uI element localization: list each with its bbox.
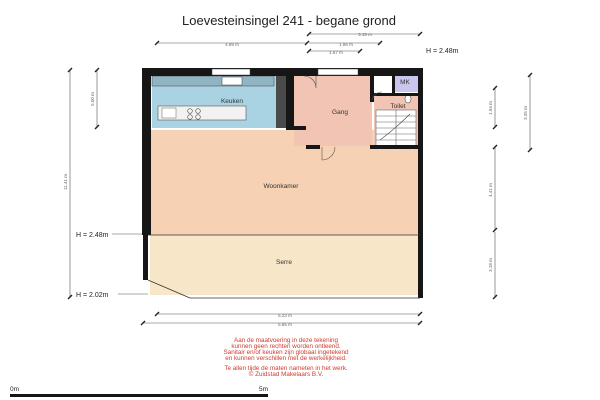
room-label-serre: Serre: [276, 259, 292, 266]
disclaimer-line: kunnen geen rechten worden ontleend.: [231, 343, 341, 350]
dim-top-1: 4.89 m: [225, 42, 239, 47]
dim-right-3: 4.41 m: [488, 183, 493, 197]
room-label-hall: Gang: [332, 109, 348, 116]
scale-start-label: 0m: [10, 386, 20, 393]
dim-left-1: 5.00 m: [90, 92, 95, 106]
dim-top-4: 1.67 m: [329, 50, 343, 55]
room-label-kitchen: Keuken: [220, 98, 244, 105]
window-hall: [318, 69, 358, 75]
disclaimer-line: Aan de maatvoering in deze tekening: [234, 337, 338, 344]
dim-right-2: 3.35 m: [523, 106, 528, 120]
top-dimensions: [155, 32, 422, 55]
dim-right-4: 3.18 m: [488, 258, 493, 272]
dim-right-1: 1.94 m: [488, 101, 493, 115]
window-kitchen: [212, 69, 250, 75]
scale-end-label: 5m: [259, 386, 269, 393]
room-label-toilet: Toilet: [390, 103, 406, 110]
disclaimer: [224, 337, 349, 378]
dim-bottom-1: 5.23 m: [278, 313, 292, 318]
height-label-top: H = 2.48m: [426, 48, 459, 55]
height-label-left-bottom: H = 2.02m: [76, 292, 109, 299]
plan-title: Loevesteinsingel 241 - begane grond: [182, 13, 396, 28]
disclaimer-line: Sanitair en/of keuken zijn globaal ingetekend: [223, 349, 349, 356]
height-label-left-mid: H = 2.48m: [76, 232, 109, 239]
scale-bar: [10, 386, 268, 397]
dim-top-3: 1.86 m: [339, 42, 353, 47]
disclaimer-line: Te allen tijde de maten nameten in het werk.: [224, 365, 348, 372]
bottom-dimensions: [141, 312, 422, 327]
left-dimensions: [63, 68, 99, 299]
room-label-mk: MK: [400, 79, 410, 86]
dim-bottom-2: 5.85 m: [278, 322, 292, 327]
toilet-bowl: [405, 95, 411, 103]
room-label-living: Woonkamer: [263, 183, 299, 190]
dim-left-total: 11.41 m: [63, 174, 68, 190]
dim-top-2: 3.15 m: [358, 32, 372, 37]
disclaimer-line: © Zuidstad Makelaars B.V.: [248, 371, 324, 378]
staircase: [376, 110, 416, 147]
right-dimensions: [488, 73, 532, 299]
disclaimer-line: en kunnen verschillen met de werkelijkheid.: [225, 355, 347, 362]
